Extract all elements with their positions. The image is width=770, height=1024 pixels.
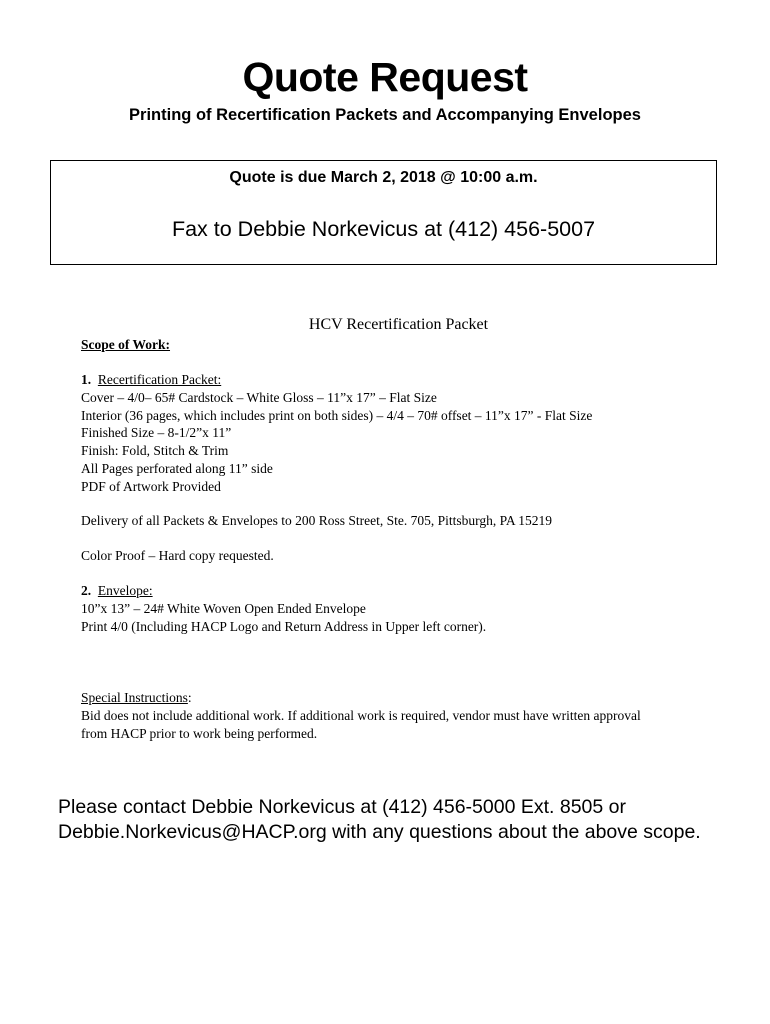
item1-line: Finished Size – 8-1/2”x 11”: [81, 425, 232, 441]
due-date-text: Quote is due March 2, 2018 @ 10:00 a.m.: [229, 169, 538, 186]
item2-label: Envelope:: [97, 583, 153, 598]
due-date-box: [50, 160, 717, 265]
contact-line: Please contact Debbie Norkevicus at (412) 456-5000 Ext. 8505 or: [58, 796, 626, 818]
item1-heading: [81, 371, 741, 389]
item1-line: Finish: Fold, Stitch & Trim: [81, 443, 229, 459]
proof-block: [81, 547, 741, 565]
special-instructions-line: from HACP prior to work being performed.: [81, 725, 318, 741]
item2-block: [81, 582, 741, 635]
item1-label: Recertification Packet:: [97, 372, 222, 387]
special-instructions-line: Bid does not include additional work. If additional work is required, vendor must have written approval: [81, 707, 641, 723]
item1-block: [81, 371, 741, 496]
special-instructions-label: Special Instructions: [81, 690, 188, 705]
page-subtitle: Printing of Recertification Packets and Accompanying Envelopes: [129, 106, 641, 124]
contact-line: Debbie.Norkevicus@HACP.org with any questions about the above scope.: [58, 821, 701, 843]
fax-instruction: Fax to Debbie Norkevicus at (412) 456-5007: [171, 217, 596, 241]
delivery-block: [81, 512, 741, 530]
item2-heading: [81, 582, 741, 600]
delivery-text: Delivery of all Packets & Envelopes to 200 Ross Street, Ste. 705, Pittsburgh, PA 15219: [81, 513, 552, 528]
contact-block: [58, 795, 758, 845]
special-instructions-block: [81, 689, 741, 742]
color-proof-text: Color Proof – Hard copy requested.: [81, 548, 274, 563]
item2-number: 2.: [81, 583, 92, 598]
item1-line: Cover – 4/0– 65# Cardstock – White Gloss – 11”x 17” – Flat Size: [81, 389, 437, 405]
item1-line: Interior (36 pages, which includes print on both sides) – 4/4 – 70# offset – 11”x 17” - Flat Size: [81, 407, 593, 423]
item1-line: All Pages perforated along 11” side: [81, 460, 273, 476]
scope-heading: Scope of Work:: [81, 337, 171, 352]
item2-line: 10”x 13” – 24# White Woven Open Ended Envelope: [81, 600, 366, 616]
special-instructions-heading: [81, 689, 741, 707]
scope-heading-block: [81, 336, 741, 354]
page-title: Quote Request: [242, 54, 528, 100]
packet-title: HCV Recertification Packet: [308, 316, 489, 333]
item1-number: 1.: [81, 372, 92, 387]
special-instructions-colon: :: [187, 690, 192, 705]
item2-line: Print 4/0 (Including HACP Logo and Return Address in Upper left corner).: [81, 618, 487, 634]
item1-line: PDF of Artwork Provided: [81, 478, 221, 494]
